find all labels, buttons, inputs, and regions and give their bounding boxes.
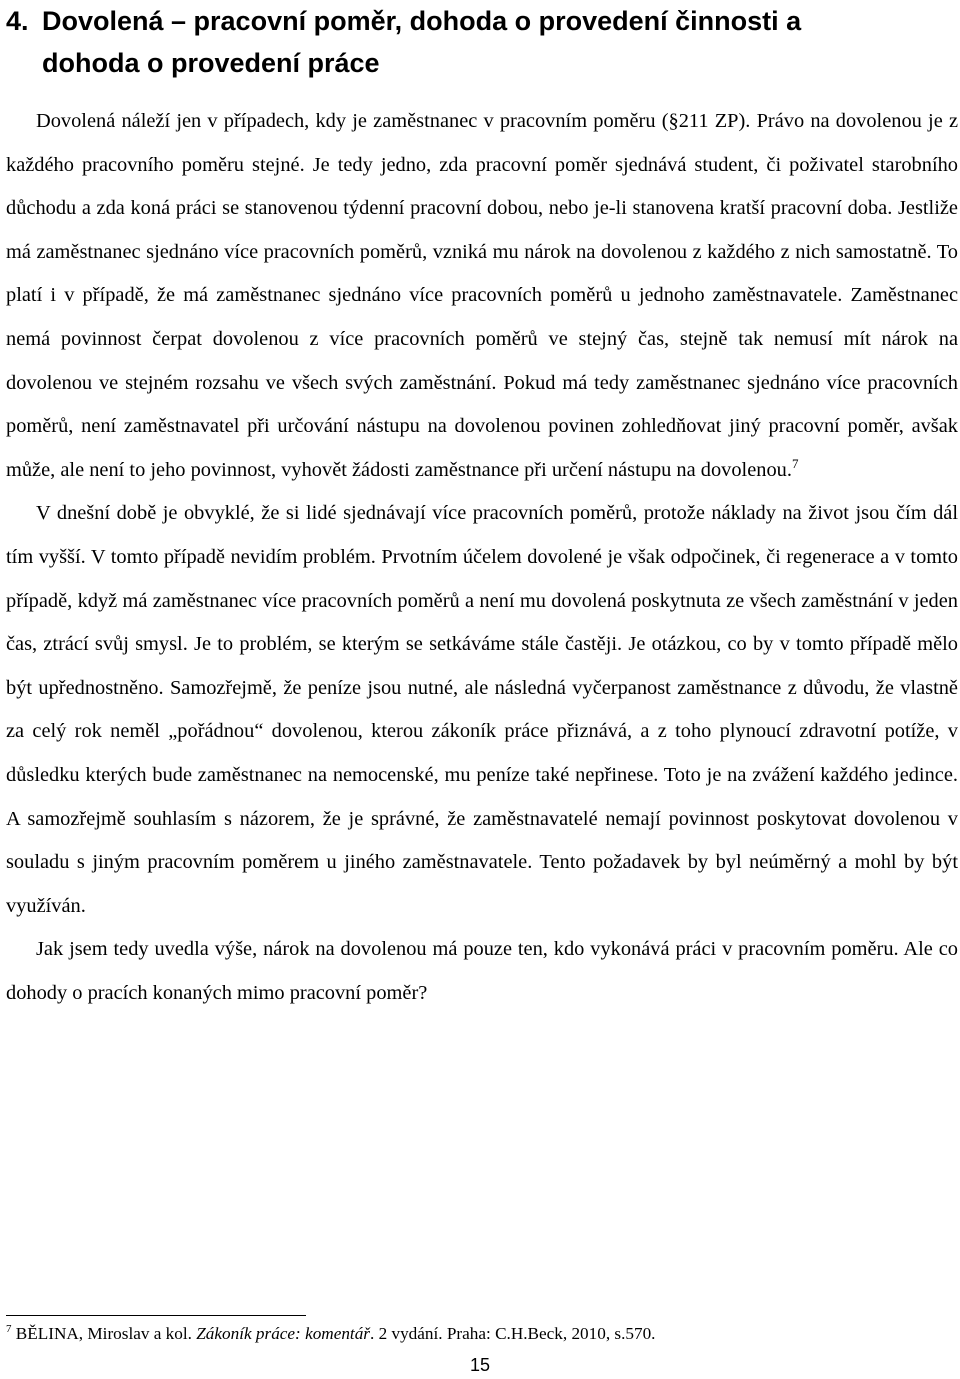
paragraph-1-text: Dovolená náleží jen v případech, kdy je zaměstnanec v pracovním poměru (§211 ZP). Právo na dovolenou je z každého pracovního poměru stejné. Je tedy jedno, zda pracovní poměr sjednává student, či poživatel starobního důchodu a zda koná práci se stanovenou týdenní pracovní dobou, nebo je-li stanovena kratší pracovní doba. Jestliže má zaměstnanec sjednáno více pracovních poměrů, vzniká mu nárok na dovolenou z každého z nich samostatně. To platí i v případě, že má zaměstnanec sjednáno více pracovních poměrů u jednoho zaměstnavatele. Zaměstnanec nemá povinnost čerpat dovolenou z více pracovních poměrů ve stejný čas, stejně tak nemusí mít nárok na dovolenou ve stejném rozsahu ve všech svých zaměstnání. Pokud má tedy zaměstnanec sjednáno více pracovních poměrů, není zaměstnavatel při určování nástupu na dovolenou povinen zohledňovat jiný pracovní poměr, avšak může, ale není to jeho povinnost, vyhovět žádosti zaměstnance při určení nástupu na dovolenou. bbox=[6, 110, 958, 481]
paragraph-1 bbox=[6, 100, 958, 492]
document-page bbox=[6, 0, 958, 1015]
chapter-heading bbox=[6, 0, 958, 84]
footnote-reference[interactable]: 7 bbox=[791, 455, 799, 471]
paragraph-2-text: V dnešní době je obvyklé, že si lidé sjednávají více pracovních poměrů, protože náklady na život jsou čím dál tím vyšší. V tomto případě nevidím problém. Prvotním účelem dovolené je však odpočinek, či regenerace a v tomto případě, když má zaměstnanec více pracovních poměrů a není mu dovolená poskytnuta ze všech zaměstnání v jeden čas, ztrácí svůj smysl. Je to problém, se kterým se setkáváme stále častěji. Je otázkou, co by v tomto případě mělo být upřednostněno. Samozřejmě, že peníze jsou nutné, ale následná vyčerpanost zaměstnance z důvodu, že vlastně za celý rok neměl „pořádnou“ dovolenou, kterou zákoník práce přiznává, a z toho plynoucí zdravotní potíže, v důsledku kterých bude zaměstnanec na nemocenské, mu peníze také nepřinese. Toto je na zvážení každého jedince. A samozřejmě souhlasím s názorem, že je správné, že zaměstnavatelé nemají povinnost poskytovat dovolenou v souladu s jiným pracovním poměrem u jiného zaměstnavatele. Tento požadavek by byl neúměrný a mohl by být využíván. bbox=[6, 502, 958, 917]
footnote-separator bbox=[6, 1315, 306, 1316]
footnote-title: Zákoník práce: komentář bbox=[196, 1324, 370, 1343]
footnote-text-after: . 2 vydání. Praha: C.H.Beck, 2010, s.570. bbox=[370, 1324, 656, 1343]
body-text bbox=[6, 100, 958, 1015]
paragraph-3-text: Jak jsem tedy uvedla výše, nárok na dovolenou má pouze ten, kdo vykonává práci v pracovním poměru. Ale co dohody o pracích konaných mimo pracovní poměr? bbox=[6, 938, 958, 1004]
chapter-title-line2: dohoda o provedení práce bbox=[42, 48, 380, 78]
paragraph-2 bbox=[6, 492, 958, 928]
chapter-title-line1: Dovolená – pracovní poměr, dohoda o provedení činnosti a bbox=[42, 6, 802, 36]
chapter-number: 4. bbox=[6, 6, 29, 36]
paragraph-3 bbox=[6, 928, 958, 1015]
footnote-text-before: BĚLINA, Miroslav a kol. bbox=[11, 1324, 197, 1343]
footnote-number: 7 bbox=[6, 1323, 12, 1335]
footnote bbox=[6, 1322, 946, 1346]
page-number: 15 bbox=[469, 1355, 491, 1375]
